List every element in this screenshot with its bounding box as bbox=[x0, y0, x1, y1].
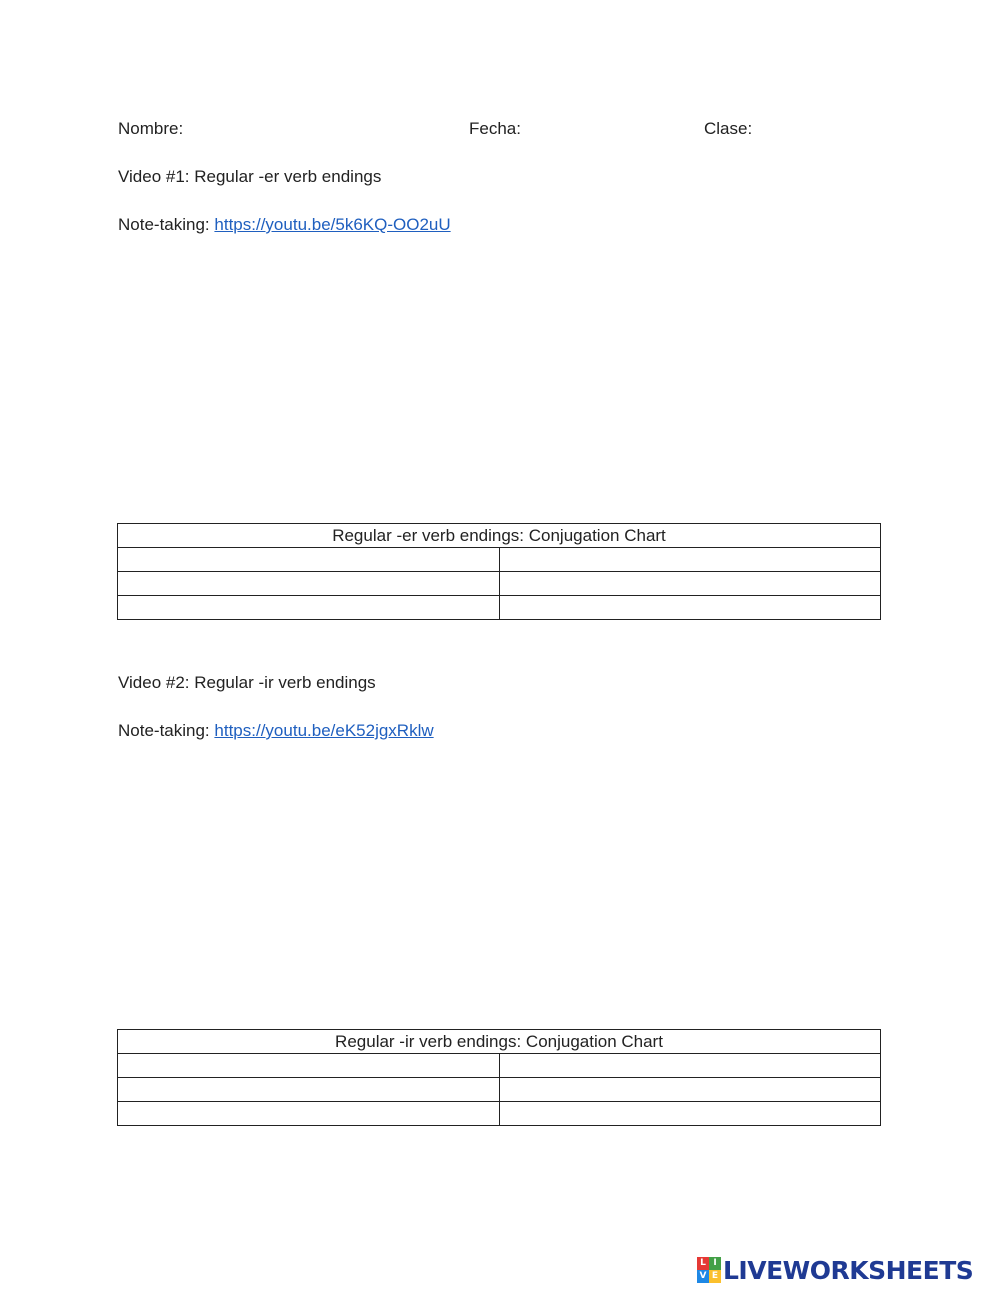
date-label: Fecha: bbox=[469, 119, 521, 138]
er-chart-cell[interactable] bbox=[499, 596, 881, 620]
video1-link[interactable]: https://youtu.be/5k6KQ-OO2uU bbox=[214, 215, 451, 234]
chart-header-row bbox=[118, 524, 881, 548]
name-label: Nombre: bbox=[118, 119, 184, 138]
table-row bbox=[118, 596, 881, 620]
video2-title: Video #2: Regular -ir verb endings bbox=[118, 673, 376, 692]
table-row bbox=[118, 548, 881, 572]
liveworksheets-brand bbox=[697, 1256, 973, 1284]
er-chart-title: Regular -er verb endings: Conjugation Chart bbox=[118, 524, 881, 548]
er-conjugation-chart bbox=[117, 523, 881, 620]
class-label: Clase: bbox=[704, 119, 753, 138]
liveworksheets-logo-icon bbox=[697, 1257, 721, 1283]
table-row bbox=[118, 572, 881, 596]
er-chart-cell[interactable] bbox=[118, 596, 500, 620]
video1-note-line bbox=[118, 215, 451, 235]
ir-chart-cell[interactable] bbox=[499, 1102, 881, 1126]
video1-title: Video #1: Regular -er verb endings bbox=[118, 167, 382, 186]
er-chart-cell[interactable] bbox=[499, 548, 881, 572]
ir-chart-cell[interactable] bbox=[499, 1078, 881, 1102]
er-chart-cell[interactable] bbox=[499, 572, 881, 596]
ir-chart-cell[interactable] bbox=[118, 1102, 500, 1126]
logo-letter-e: E bbox=[709, 1270, 721, 1283]
ir-chart-cell[interactable] bbox=[118, 1078, 500, 1102]
er-chart-cell[interactable] bbox=[118, 572, 500, 596]
logo-letter-v: V bbox=[697, 1270, 709, 1283]
video1-note-label: Note-taking: bbox=[118, 215, 210, 234]
video2-note-label: Note-taking: bbox=[118, 721, 210, 740]
logo-letter-i: I bbox=[709, 1257, 721, 1270]
logo-letter-l: L bbox=[697, 1257, 709, 1270]
ir-chart-cell[interactable] bbox=[118, 1054, 500, 1078]
table-row bbox=[118, 1054, 881, 1078]
video2-link[interactable]: https://youtu.be/eK52jgxRklw bbox=[214, 721, 434, 740]
ir-chart-title: Regular -ir verb endings: Conjugation Chart bbox=[118, 1030, 881, 1054]
table-row bbox=[118, 1078, 881, 1102]
liveworksheets-wordmark: LIVEWORKSHEETS bbox=[723, 1255, 974, 1285]
table-row bbox=[118, 1102, 881, 1126]
er-chart-cell[interactable] bbox=[118, 548, 500, 572]
video2-note-line bbox=[118, 721, 434, 741]
ir-chart-cell[interactable] bbox=[499, 1054, 881, 1078]
ir-conjugation-chart bbox=[117, 1029, 881, 1126]
chart-header-row bbox=[118, 1030, 881, 1054]
